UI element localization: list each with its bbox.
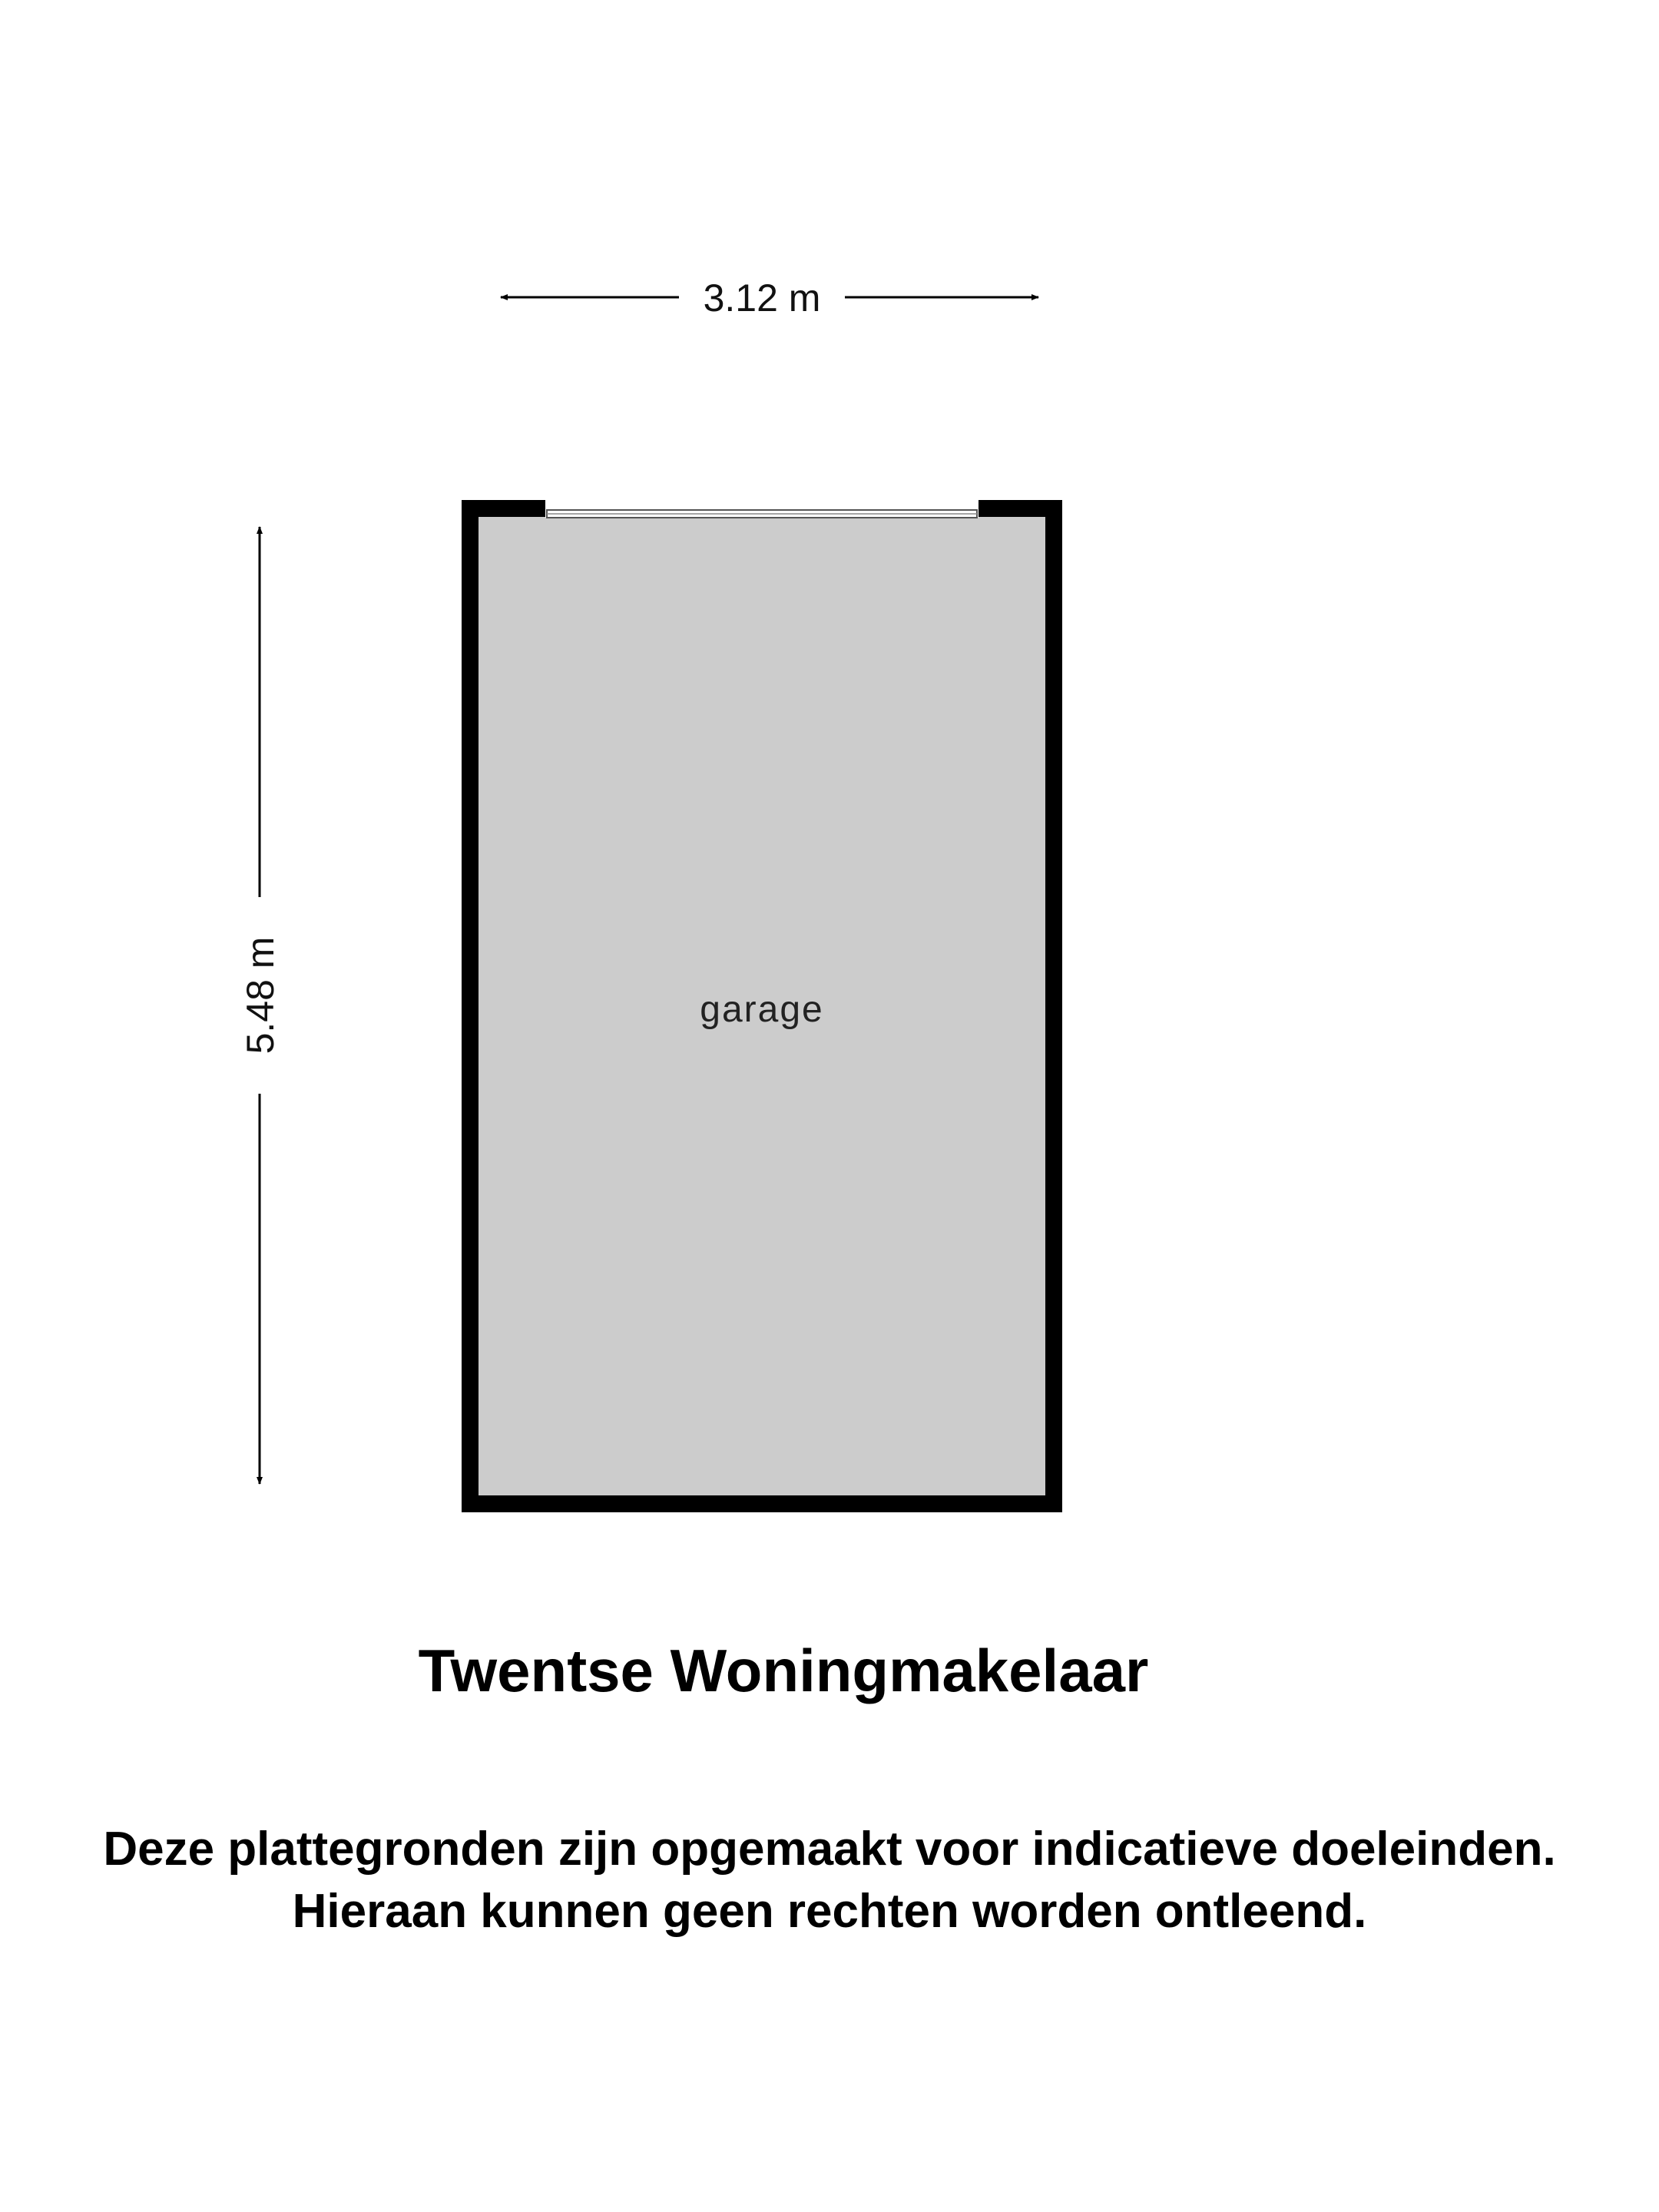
height-dimension-label: 5.48 m [239,936,282,1055]
height-dimension [239,527,282,1484]
width-dimension-label: 3.12 m [703,276,821,320]
disclaimer-line-1: Deze plattegronden zijn opgemaakt voor indicatieve doeleinden. [103,1823,1556,1876]
garage-room [470,499,1054,1504]
room-label: garage [700,989,824,1030]
width-dimension [501,276,1038,320]
disclaimer-line-2: Hieraan kunnen geen rechten worden ontleend. [292,1885,1367,1938]
company-name: Twentse Woningmakelaar [418,1637,1149,1704]
